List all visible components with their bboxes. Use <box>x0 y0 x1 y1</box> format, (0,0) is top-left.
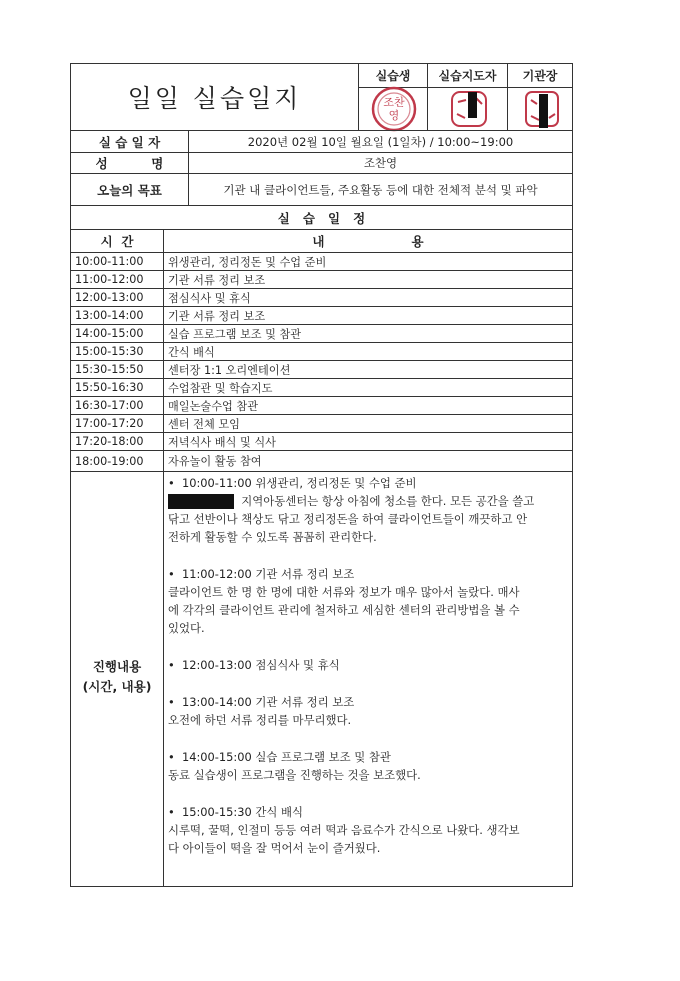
schedule-content: 위생관리, 정리정돈 및 수업 준비 <box>163 252 573 271</box>
bullet-icon: • <box>168 658 175 672</box>
progress-entry-line: 클라이언트 한 명 한 명에 대한 서류와 정보가 매우 많아서 놀랐다. 매사 <box>168 585 520 599</box>
student-seal-stamp <box>368 86 420 132</box>
bullet-icon: • <box>168 805 175 819</box>
signature-header-student: 실습생 <box>358 63 428 88</box>
supervisor-name-redaction <box>468 92 477 118</box>
progress-entry-line: 동료 실습생이 프로그램을 진행하는 것을 보조했다. <box>168 768 421 782</box>
practice-date-value: 2020년 02월 10일 월요일 (1일차) / 10:00~19:00 <box>188 130 573 153</box>
progress-entry-line: 지역아동센터는 항상 아침에 청소를 한다. 모든 공간을 쓸고 <box>168 492 568 510</box>
schedule-content: 센터 전체 모임 <box>163 414 573 433</box>
schedule-content: 자유놀이 활동 참여 <box>163 450 573 472</box>
progress-entry-line: 닦고 선반이나 책상도 닦고 정리정돈을 하여 클라이언트들이 깨끗하고 안 <box>168 512 528 526</box>
schedule-content: 저녁식사 배식 및 식사 <box>163 432 573 451</box>
progress-entry-line: 오전에 하던 서류 정리를 마무리했다. <box>168 713 352 727</box>
progress-content <box>168 474 568 857</box>
schedule-time: 17:20-18:00 <box>70 432 164 451</box>
schedule-content: 점심식사 및 휴식 <box>163 288 573 307</box>
schedule-time: 11:00-12:00 <box>70 270 164 289</box>
schedule-content: 수업참관 및 학습지도 <box>163 378 573 397</box>
schedule-content: 기관 서류 정리 보조 <box>163 306 573 325</box>
schedule-time: 14:00-15:00 <box>70 324 164 343</box>
schedule-time: 17:00-17:20 <box>70 414 164 433</box>
progress-entry-heading: • 15:00-15:30 간식 배식 <box>168 805 303 819</box>
page-title: 일일 실습일지 <box>127 84 302 113</box>
schedule-header-time: 시 간 <box>70 229 164 253</box>
practice-date-label: 실 습 일 자 <box>70 130 189 153</box>
schedule-time: 16:30-17:00 <box>70 396 164 415</box>
progress-label-line-2: (시간, 내용) <box>82 679 152 694</box>
name-label: 성 명 <box>70 152 189 174</box>
schedule-content: 매일논술수업 참관 <box>163 396 573 415</box>
schedule-title: 실 습 일 정 <box>70 205 573 230</box>
progress-label <box>70 657 164 697</box>
schedule-content: 실습 프로그램 보조 및 참관 <box>163 324 573 343</box>
progress-entry-heading: • 11:00-12:00 기관 서류 정리 보조 <box>168 567 355 581</box>
schedule-content: 센터장 1:1 오리엔테이션 <box>163 360 573 379</box>
signature-header-supervisor: 실습지도자 <box>427 63 508 88</box>
progress-entry-line: 전하게 활동할 수 있도록 꼼꼼히 관리한다. <box>168 530 377 544</box>
progress-entry-heading: • 10:00-11:00 위생관리, 정리정돈 및 수업 준비 <box>168 476 417 490</box>
schedule-content: 간식 배식 <box>163 342 573 361</box>
progress-entry-heading: • 13:00-14:00 기관 서류 정리 보조 <box>168 695 355 709</box>
progress-label-line-1: 진행내용 <box>92 659 142 674</box>
schedule-time: 13:00-14:00 <box>70 306 164 325</box>
center-name-redaction <box>168 494 234 509</box>
schedule-time: 10:00-11:00 <box>70 252 164 271</box>
schedule-time: 18:00-19:00 <box>70 450 164 472</box>
schedule-time: 15:50-16:30 <box>70 378 164 397</box>
name-value: 조찬영 <box>188 152 573 174</box>
bullet-icon: • <box>168 476 175 490</box>
director-name-redaction <box>539 94 548 128</box>
progress-entry-heading: • 12:00-13:00 점심식사 및 휴식 <box>168 658 340 672</box>
progress-entry-line: 시루떡, 꿀떡, 인절미 등등 여러 떡과 음료수가 간식으로 나왔다. 생각보 <box>168 823 520 837</box>
daily-goal-label: 오늘의 목표 <box>70 173 189 206</box>
progress-entry-line: 에 각각의 클라이언트 관리에 철저하고 세심한 센터의 관리방법을 볼 수 <box>168 603 520 617</box>
daily-goal-value: 기관 내 클라이언트들, 주요활동 등에 대한 전체적 분석 및 파악 <box>188 173 573 206</box>
bullet-icon: • <box>168 750 175 764</box>
signature-header-director: 기관장 <box>507 63 573 88</box>
svg-text:영: 영 <box>388 109 400 122</box>
bullet-icon: • <box>168 567 175 581</box>
schedule-time: 15:00-15:30 <box>70 342 164 361</box>
schedule-content: 기관 서류 정리 보조 <box>163 270 573 289</box>
progress-entry-line: 있었다. <box>168 621 205 635</box>
schedule-time: 15:30-15:50 <box>70 360 164 379</box>
progress-entry-heading: • 14:00-15:00 실습 프로그램 보조 및 참관 <box>168 750 391 764</box>
svg-text:조찬: 조찬 <box>383 96 405 109</box>
schedule-header-content: 내 용 <box>163 229 573 253</box>
bullet-icon: • <box>168 695 175 709</box>
progress-entry-line: 다 아이들이 떡을 잘 먹어서 눈이 즐거웠다. <box>168 841 381 855</box>
schedule-time: 12:00-13:00 <box>70 288 164 307</box>
